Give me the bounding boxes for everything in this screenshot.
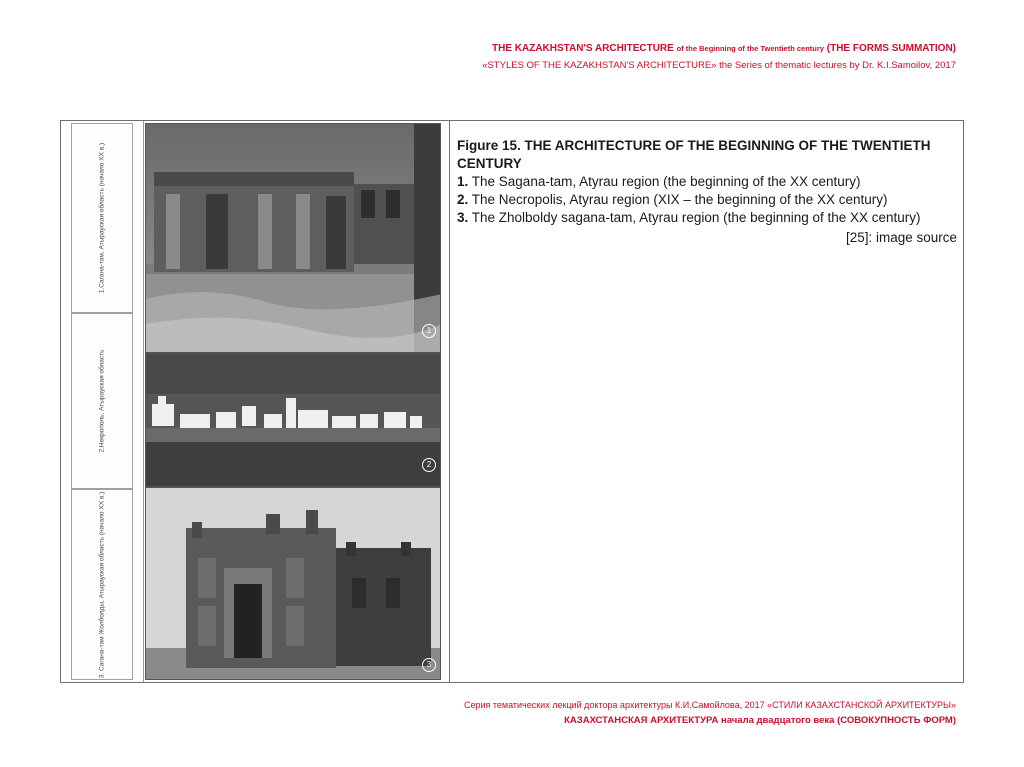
photo-1-image	[146, 124, 441, 353]
header-title-small: of the Beginning of the Twentieth century	[676, 44, 824, 53]
footer-line-2: КАЗАХСТАНСКАЯ АРХИТЕКТУРА начала двадцатого века (СОВОКУПНОСТЬ ФОРМ)	[564, 715, 956, 726]
page-header	[482, 40, 956, 74]
figure-frame	[60, 120, 964, 683]
column-divider	[449, 121, 450, 682]
photo-2-image	[146, 354, 441, 487]
photo-necropolis	[145, 353, 441, 487]
photo-3-number: 3	[422, 658, 436, 672]
header-title-bold: THE KAZAKHSTAN'S ARCHITECTURE	[492, 43, 674, 54]
side-label-2: 2.Некрополь, Атырауская область	[71, 313, 133, 489]
caption-item-2: 2. The Necropolis, Atyrau region (XIX – the beginning of the XX century)	[457, 192, 888, 207]
photo-column	[145, 123, 441, 680]
header-title-forms: (THE FORMS SUMMATION)	[826, 43, 956, 54]
photo-3-image	[146, 488, 441, 680]
photo-zholboldy	[145, 487, 441, 680]
page-footer	[464, 697, 956, 729]
photo-sagana-tam	[145, 123, 441, 353]
figure-caption	[457, 137, 957, 247]
footer-line-1: Серия тематических лекций доктора архитектуры К.И.Самойлова, 2017 «СТИЛИ КАЗАХСТАНСКОЙ АРХИТЕКТУРЫ»	[463, 700, 956, 710]
header-subtitle: «STYLES OF THE KAZAKHSTAN'S ARCHITECTURE» the Series of thematic lectures by Dr. K.I.Samoilov, 2017	[482, 60, 956, 71]
photo-2-number: 2	[422, 458, 436, 472]
caption-item-3: 3. The Zholboldy sagana-tam, Atyrau region (the beginning of the XX century)	[457, 210, 921, 225]
caption-source: [25]: image source	[845, 230, 957, 245]
photo-1-number: 1	[422, 324, 436, 338]
caption-title: Figure 15. THE ARCHITECTURE OF THE BEGINNING OF THE TWENTIETH CENTURY	[457, 138, 931, 171]
caption-item-1: 1. The Sagana-tam, Atyrau region (the beginning of the XX century)	[457, 174, 861, 189]
side-label-1: 1.Сагана-там, Атырауская область (начало XX в.)	[71, 123, 133, 313]
label-column	[61, 121, 144, 682]
side-label-3: 3. Сагана-там Жолболды, Атырауская область (начало XX в.)	[71, 489, 133, 680]
header-title	[482, 40, 956, 57]
